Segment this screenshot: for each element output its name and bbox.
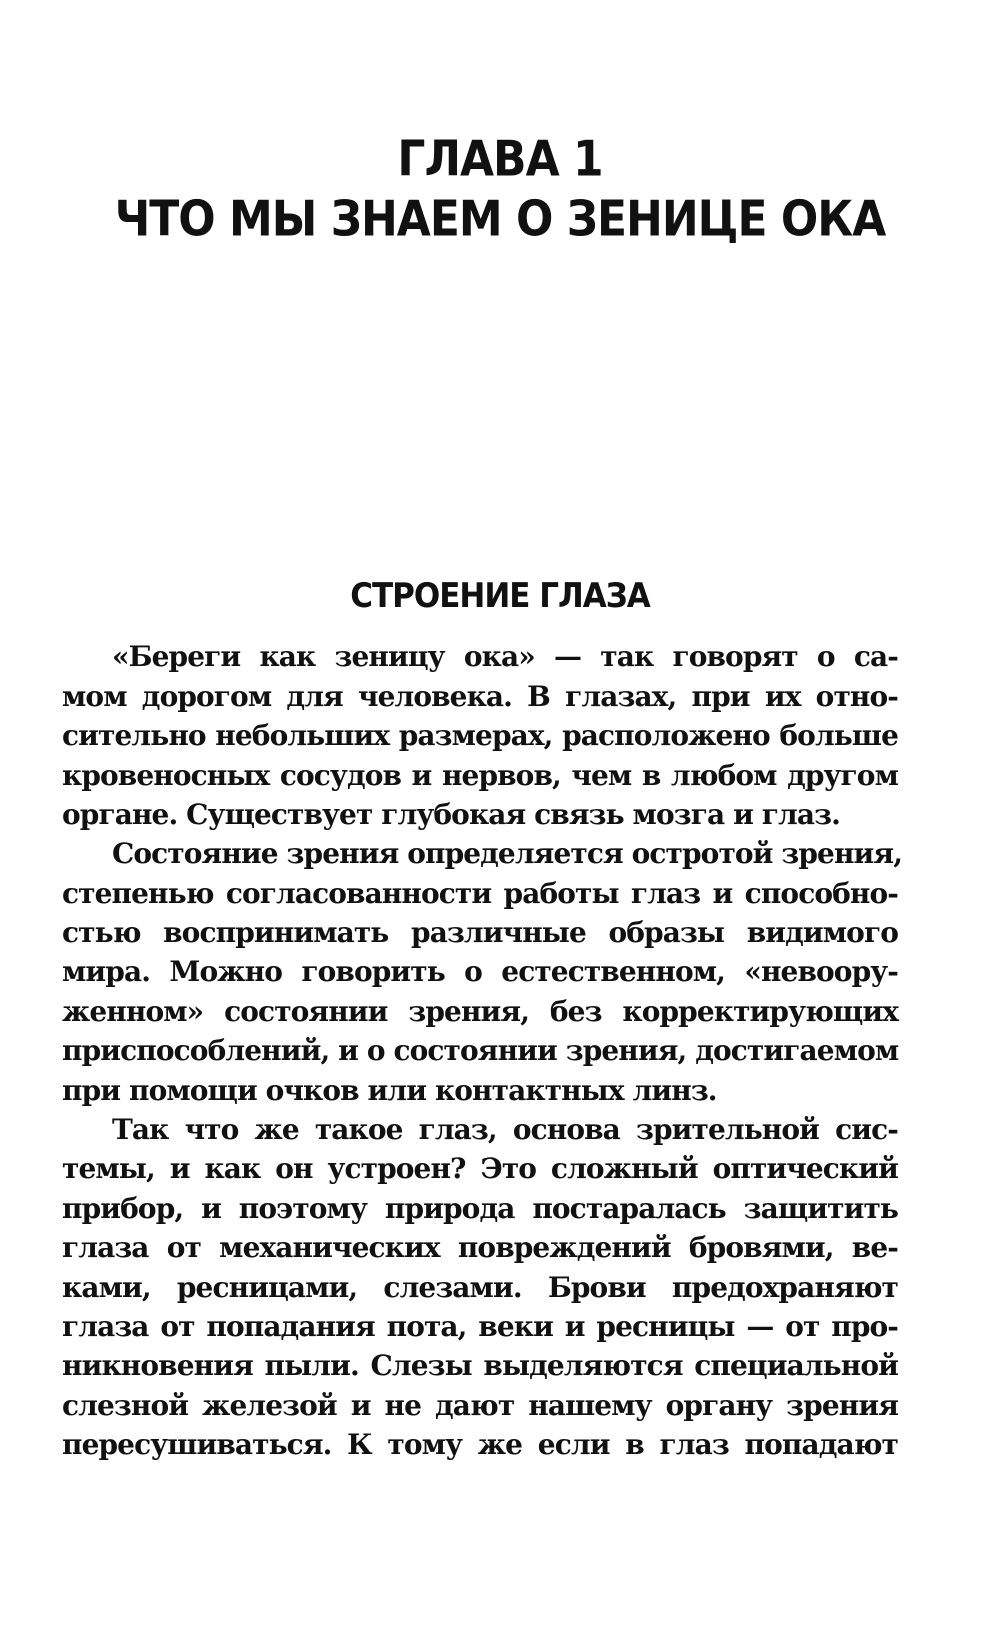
text-line: при помощи очков или контактных линз. bbox=[62, 1074, 717, 1107]
text-line: прибор, и поэтому природа постаралась защитить bbox=[62, 1192, 898, 1225]
text-line: Состояние зрения определяется остротой зрения, bbox=[112, 837, 903, 870]
chapter-title: ЧТО МЫ ЗНАЕМ О ЗЕНИЦЕ ОКА bbox=[114, 190, 886, 249]
text-line: никновения пыли. Слезы выделяются специальной bbox=[62, 1349, 898, 1382]
text-line: приспособлений, и о состоянии зрения, достигаемом bbox=[62, 1034, 899, 1067]
section-heading: СТРОЕНИЕ ГЛАЗА bbox=[350, 576, 650, 616]
text-line: кровеносных сосудов и нервов, чем в любом другом bbox=[62, 759, 898, 792]
chapter-number: ГЛАВА 1 bbox=[397, 130, 603, 189]
text-line: темы, и как он устроен? Это сложный оптический bbox=[62, 1152, 898, 1185]
text-line: слезной железой и не дают нашему органу зрения bbox=[62, 1389, 898, 1422]
text-line: стью воспринимать различные образы видимого bbox=[62, 916, 898, 949]
text-line: мира. Можно говорить о естественном, «невоору- bbox=[62, 955, 898, 988]
text-line: ками, ресницами, слезами. Брови предохраняют bbox=[62, 1271, 898, 1304]
text-line: степенью согласованности работы глаз и способно- bbox=[62, 877, 898, 910]
text-line: мом дорогом для человека. В глазах, при их отно- bbox=[62, 680, 898, 713]
text-line: глаза от механических повреждений бровями, ве- bbox=[62, 1231, 898, 1264]
text-line: глаза от попадания пота, веки и ресницы — от про- bbox=[62, 1310, 898, 1343]
text-line: пересушиваться. К тому же если в глаз попадают bbox=[62, 1428, 898, 1461]
text-line: сительно небольших размерах, расположено больше bbox=[62, 719, 898, 752]
text-line: «Береги как зеницу ока» — так говорят о са- bbox=[112, 640, 898, 673]
text-line: женном» состоянии зрения, без корректирующих bbox=[62, 995, 898, 1028]
text-line: Так что же такое глаз, основа зрительной сис- bbox=[112, 1113, 898, 1146]
text-line: органе. Существует глубокая связь мозга и глаз. bbox=[62, 798, 840, 831]
